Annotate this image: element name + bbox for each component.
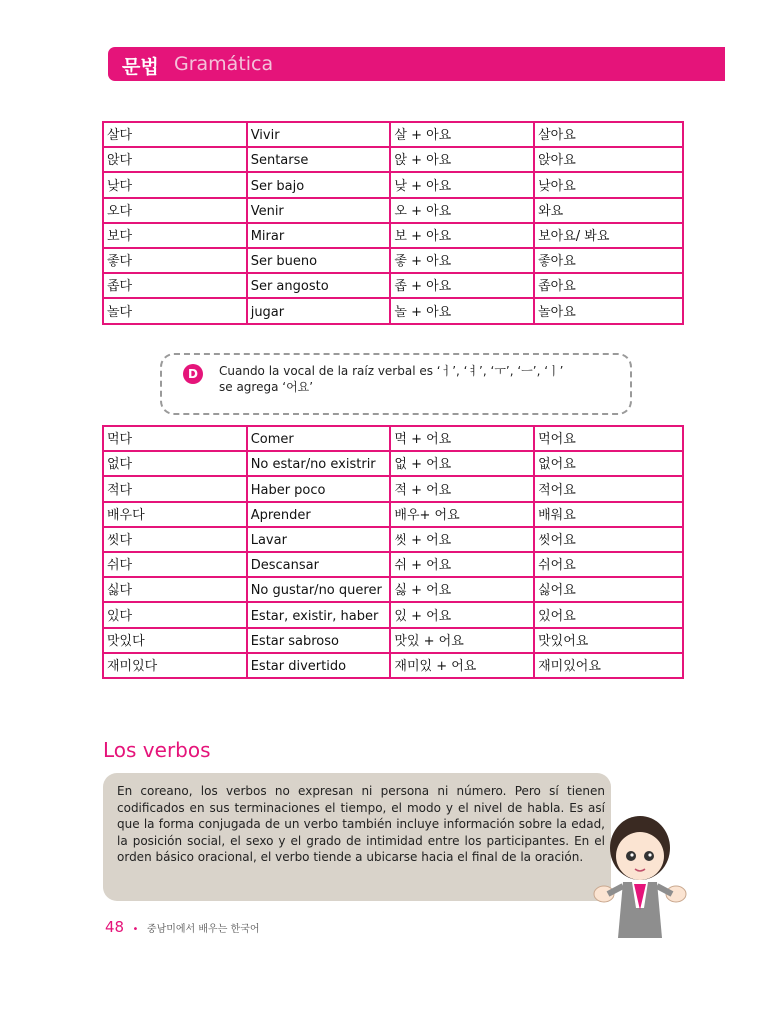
conjugated-form-cell: 낮아요 xyxy=(534,172,683,197)
spanish-meaning-cell: Comer xyxy=(247,426,391,451)
conjugation-formula-cell: 싫 + 어요 xyxy=(390,577,534,602)
rule-note-box xyxy=(160,353,632,415)
spanish-meaning-cell: No gustar/no querer xyxy=(247,577,391,602)
conjugated-form-cell: 있어요 xyxy=(534,602,683,627)
rule-note-text xyxy=(219,363,619,395)
conjugated-form-cell: 좋아요 xyxy=(534,248,683,273)
footer-separator: • xyxy=(132,924,139,935)
page-number: 48 xyxy=(105,918,125,936)
korean-verb-cell: 보다 xyxy=(103,223,247,248)
verb-table-eoyo xyxy=(102,425,684,679)
korean-verb-cell: 싫다 xyxy=(103,577,247,602)
conjugation-formula-cell: 좋 + 아요 xyxy=(390,248,534,273)
spanish-meaning-cell: Aprender xyxy=(247,502,391,527)
section-title: Los verbos xyxy=(103,738,211,762)
spanish-meaning-cell: Mirar xyxy=(247,223,391,248)
korean-verb-cell: 놀다 xyxy=(103,298,247,323)
conjugation-formula-cell: 살 + 아요 xyxy=(390,122,534,147)
conjugated-form-cell: 놀아요 xyxy=(534,298,683,323)
rule-badge: D xyxy=(183,364,203,384)
conjugated-form-cell: 싫어요 xyxy=(534,577,683,602)
footer-book-title: 중남미에서 배우는 한국어 xyxy=(146,924,260,935)
korean-verb-cell: 앉다 xyxy=(103,147,247,172)
conjugated-form-cell: 보아요/ 봐요 xyxy=(534,223,683,248)
conjugation-formula-cell: 좁 + 아요 xyxy=(390,273,534,298)
conjugation-formula-cell: 씻 + 어요 xyxy=(390,527,534,552)
table-row xyxy=(103,451,683,476)
conjugated-form-cell: 와요 xyxy=(534,198,683,223)
korean-verb-cell: 쉬다 xyxy=(103,552,247,577)
korean-verb-cell: 적다 xyxy=(103,476,247,501)
spanish-meaning-cell: Estar divertido xyxy=(247,653,391,678)
spanish-meaning-cell: Lavar xyxy=(247,527,391,552)
table-row xyxy=(103,577,683,602)
mascot-illustration xyxy=(590,800,690,945)
conjugated-form-cell: 씻어요 xyxy=(534,527,683,552)
table-row xyxy=(103,552,683,577)
section-header-bar xyxy=(108,47,725,81)
conjugated-form-cell: 배워요 xyxy=(534,502,683,527)
conjugation-formula-cell: 놀 + 아요 xyxy=(390,298,534,323)
spanish-meaning-cell: Venir xyxy=(247,198,391,223)
korean-verb-cell: 씻다 xyxy=(103,527,247,552)
korean-verb-cell: 오다 xyxy=(103,198,247,223)
conjugated-form-cell: 적어요 xyxy=(534,476,683,501)
spanish-meaning-cell: Haber poco xyxy=(247,476,391,501)
rule-note-line-1: Cuando la vocal de la raíz verbal es ‘ㅓ’, ‘ㅕ’, ‘ㅜ’, ‘ㅡ’, ‘ㅣ’ xyxy=(219,364,564,378)
conjugation-formula-cell: 쉬 + 어요 xyxy=(390,552,534,577)
spanish-meaning-cell: Estar, existir, haber xyxy=(247,602,391,627)
spanish-meaning-cell: Ser bajo xyxy=(247,172,391,197)
spanish-meaning-cell: Estar sabroso xyxy=(247,628,391,653)
table-row xyxy=(103,273,683,298)
korean-verb-cell: 좁다 xyxy=(103,273,247,298)
spanish-meaning-cell: Ser bueno xyxy=(247,248,391,273)
spanish-meaning-cell: Vivir xyxy=(247,122,391,147)
conjugated-form-cell: 살아요 xyxy=(534,122,683,147)
conjugated-form-cell: 맛있어요 xyxy=(534,628,683,653)
korean-verb-cell: 좋다 xyxy=(103,248,247,273)
conjugation-formula-cell: 오 + 아요 xyxy=(390,198,534,223)
korean-verb-cell: 있다 xyxy=(103,602,247,627)
table-row xyxy=(103,426,683,451)
rule-note-line-2: se agrega ‘어요’ xyxy=(219,380,314,394)
header-spanish-title: Gramática xyxy=(174,53,274,75)
table-row xyxy=(103,527,683,552)
korean-verb-cell: 낮다 xyxy=(103,172,247,197)
conjugation-formula-cell: 낮 + 아요 xyxy=(390,172,534,197)
conjugated-form-cell: 쉬어요 xyxy=(534,552,683,577)
korean-verb-cell: 살다 xyxy=(103,122,247,147)
conjugated-form-cell: 앉아요 xyxy=(534,147,683,172)
table-row xyxy=(103,147,683,172)
conjugation-formula-cell: 앉 + 아요 xyxy=(390,147,534,172)
table-row xyxy=(103,248,683,273)
conjugation-formula-cell: 배우+ 어요 xyxy=(390,502,534,527)
table-row xyxy=(103,172,683,197)
conjugation-formula-cell: 맛있 + 어요 xyxy=(390,628,534,653)
conjugated-form-cell: 없어요 xyxy=(534,451,683,476)
table-row xyxy=(103,198,683,223)
verb-table-ayo xyxy=(102,121,684,325)
header-korean-title: 문법 xyxy=(122,56,159,78)
table-row xyxy=(103,298,683,323)
conjugated-form-cell: 먹어요 xyxy=(534,426,683,451)
conjugated-form-cell: 재미있어요 xyxy=(534,653,683,678)
conjugation-formula-cell: 재미있 + 어요 xyxy=(390,653,534,678)
korean-verb-cell: 맛있다 xyxy=(103,628,247,653)
table-row xyxy=(103,476,683,501)
table-row xyxy=(103,122,683,147)
korean-verb-cell: 배우다 xyxy=(103,502,247,527)
conjugation-formula-cell: 없 + 어요 xyxy=(390,451,534,476)
conjugation-formula-cell: 먹 + 어요 xyxy=(390,426,534,451)
table-row xyxy=(103,602,683,627)
info-box xyxy=(103,773,611,901)
spanish-meaning-cell: Descansar xyxy=(247,552,391,577)
spanish-meaning-cell: Sentarse xyxy=(247,147,391,172)
info-paragraph: En coreano, los verbos no expresan ni persona ni número. Pero sí tienen codificados en sus terminaciones el tiempo, el modo y el nivel de habla. Es así que la forma conjugada de un verbo también incluye información sobre la edad, la posición social, el sexo y el grado de intimidad entre los participantes. En el orden básico oracional, el verbo tiende a ubicarse hacia el final de la oración. xyxy=(117,784,605,864)
table-row xyxy=(103,502,683,527)
conjugated-form-cell: 좁아요 xyxy=(534,273,683,298)
conjugation-formula-cell: 있 + 어요 xyxy=(390,602,534,627)
spanish-meaning-cell: jugar xyxy=(247,298,391,323)
conjugation-formula-cell: 보 + 아요 xyxy=(390,223,534,248)
korean-verb-cell: 먹다 xyxy=(103,426,247,451)
table-row xyxy=(103,628,683,653)
table-row xyxy=(103,653,683,678)
page-footer xyxy=(105,918,260,936)
spanish-meaning-cell: No estar/no existrir xyxy=(247,451,391,476)
korean-verb-cell: 없다 xyxy=(103,451,247,476)
korean-verb-cell: 재미있다 xyxy=(103,653,247,678)
table-row xyxy=(103,223,683,248)
spanish-meaning-cell: Ser angosto xyxy=(247,273,391,298)
conjugation-formula-cell: 적 + 어요 xyxy=(390,476,534,501)
